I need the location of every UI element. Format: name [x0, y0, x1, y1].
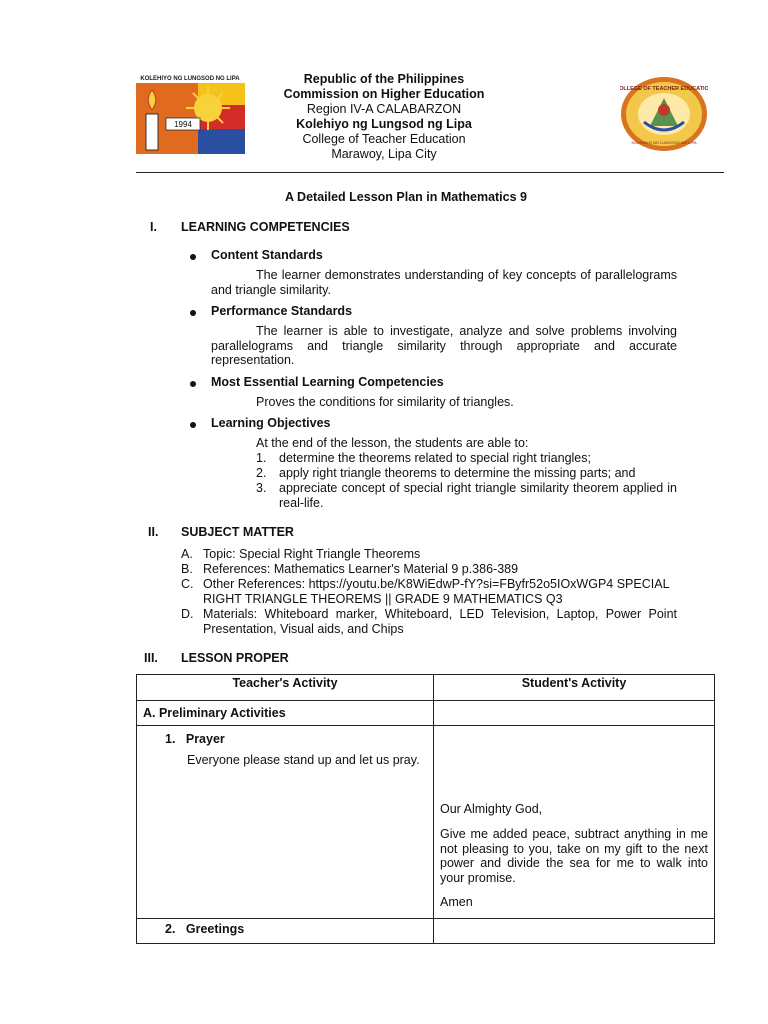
subject-other-references: Other References: https://youtu.be/K8WiEdwP-fY?si=FByfr52o5IOxWGP4 SPECIAL RIGHT TRIANGLE THEOREMS || GRADE 9 MATHEMATICS Q3: [203, 577, 670, 606]
subject-item-letter: D.: [181, 607, 194, 621]
header-school: Kolehiyo ng Lungsod ng Lipa: [296, 117, 472, 131]
section-3-numeral: III.: [144, 651, 158, 665]
header-college: College of Teacher Education: [302, 132, 466, 146]
subject-item-letter: A.: [181, 547, 193, 561]
section-2-heading: SUBJECT MATTER: [181, 525, 294, 539]
right-logo-label: COLLEGE OF TEACHER EDUCATION: [620, 86, 708, 92]
section-3-heading: LESSON PROPER: [181, 651, 289, 665]
student-activity-header: Student's Activity: [434, 675, 715, 701]
subject-item-letter: C.: [181, 577, 194, 591]
subject-item-letter: B.: [181, 562, 193, 576]
bullet-icon: [190, 381, 196, 387]
header-commission: Commission on Higher Education: [283, 87, 485, 101]
subject-topic: Topic: Special Right Triangle Theorems: [203, 547, 421, 561]
prayer-student-cell: [434, 726, 715, 919]
header-republic: Republic of the Philippines: [303, 72, 465, 86]
objective-text: appreciate concept of special right triangle similarity theorem applied in real-life.: [279, 481, 677, 510]
left-logo-label: KOLEHIYO NG LUNGSOD NG LIPA: [140, 76, 240, 82]
content-standards-label: Content Standards: [211, 248, 323, 262]
prayer-teacher-text: Everyone please stand up and let us pray.: [187, 753, 420, 767]
objective-number: 1.: [256, 451, 267, 465]
prayer-heading: [165, 732, 427, 746]
section-1-heading: LEARNING COMPETENCIES: [181, 220, 350, 234]
greetings-number: 2.: [165, 922, 176, 936]
greetings-cell: [137, 919, 434, 944]
objective-number: 2.: [256, 466, 267, 480]
prayer-student-body: Give me added peace, subtract anything in me not pleasing to you, take on my gift to the next power and divide the sea for me to walk into your promise.: [440, 827, 708, 885]
prayer-student-opening: Our Almighty God,: [440, 802, 543, 816]
performance-standards-label: Performance Standards: [211, 304, 353, 318]
right-logo-sublabel: KOLEHIYO NG LUNGSOD NG LIPA: [631, 140, 697, 145]
objectives-label: Learning Objectives: [211, 416, 331, 430]
objective-text: determine the theorems related to special right triangles;: [279, 451, 591, 465]
greetings-label: Greetings: [185, 922, 245, 936]
table-cell: [434, 701, 715, 726]
lesson-proper-table: [136, 674, 715, 944]
subject-materials: Materials: Whiteboard marker, Whiteboard, LED Television, Laptop, Power Point Presentation, Visual aids, and Chips: [203, 607, 677, 636]
bullet-icon: [190, 254, 196, 260]
prayer-student-amen: Amen: [440, 895, 473, 909]
section-2-numeral: II.: [148, 525, 159, 539]
prayer-label: Prayer: [185, 732, 225, 746]
section-1-numeral: I.: [150, 220, 157, 234]
header-region: Region IV-A CALABARZON: [306, 102, 462, 116]
preliminary-activities: A. Preliminary Activities: [137, 701, 434, 726]
objective-number: 3.: [256, 481, 267, 495]
college-logo-right: [620, 76, 708, 152]
table-cell: [434, 919, 715, 944]
header-divider: [136, 172, 724, 173]
teacher-activity-header: Teacher's Activity: [137, 675, 434, 701]
objective-text: apply right triangle theorems to determine the missing parts; and: [279, 466, 636, 480]
prayer-teacher-cell: [137, 726, 434, 919]
objectives-intro: At the end of the lesson, the students are able to:: [256, 436, 529, 450]
left-logo-year: 1994: [174, 120, 192, 129]
performance-standards-text: The learner is able to investigate, analyze and solve problems involving parallelograms and triangle similarity through appropriate and accurate representation.: [211, 324, 677, 367]
prayer-number: 1.: [165, 732, 176, 746]
melc-label: Most Essential Learning Competencies: [211, 375, 444, 389]
document-title: A Detailed Lesson Plan in Mathematics 9: [285, 190, 527, 204]
header-address: Marawoy, Lipa City: [331, 147, 437, 161]
melc-text: Proves the conditions for similarity of triangles.: [256, 395, 514, 409]
content-standards-text: The learner demonstrates understanding of key concepts of parallelograms and triangle similarity.: [211, 268, 677, 297]
bullet-icon: [190, 310, 196, 316]
subject-references: References: Mathematics Learner's Material 9 p.386-389: [203, 562, 519, 576]
bullet-icon: [190, 422, 196, 428]
